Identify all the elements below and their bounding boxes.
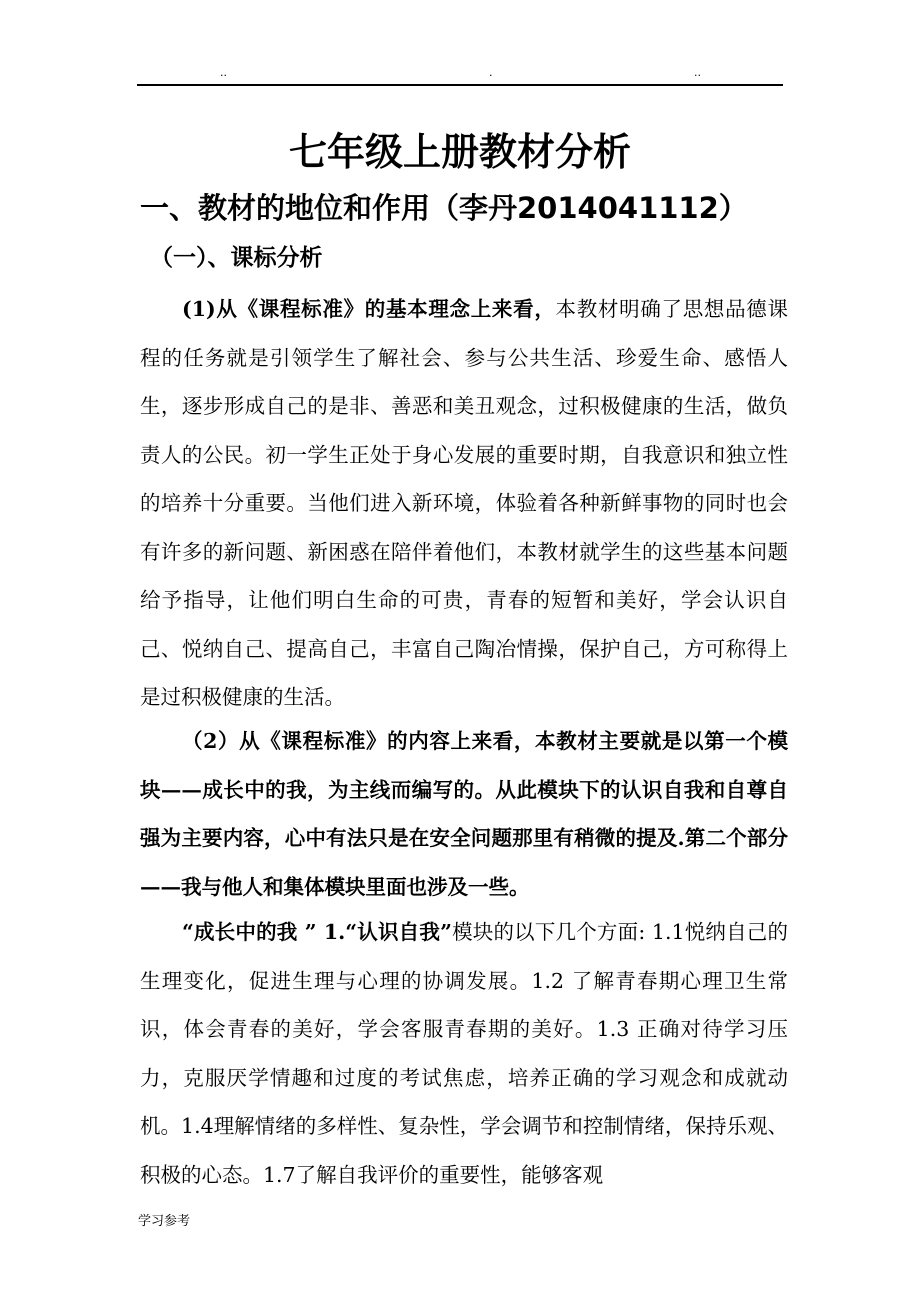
paragraph-2-body: 本教材主要就是以第一个模块——成长中的我，为主线而编写的。从此模块下的认识自我和自尊自强为主要内容，心中有法只是在安全问题那里有稍微的提及.第二个部分——我与他人和集体模块里面也涉及一些。 <box>140 729 788 899</box>
header-right-mark: .. <box>694 66 701 79</box>
paragraph-3-lead: “成长中的我 ” 1.“认识自我” <box>182 920 452 944</box>
paragraph-1 <box>140 285 788 722</box>
page-header <box>137 62 783 86</box>
header-center-mark: . <box>489 66 493 79</box>
page-footer: 学习参考 <box>138 1214 191 1229</box>
header-left-mark: .. <box>220 66 227 79</box>
subsection-heading: （一）、课标分析 <box>150 245 323 271</box>
paragraph-1-body: 本教材明确了思想品德课程的任务就是引领学生了解社会、参与公共生活、珍爱生命、感悟人生，逐步形成自己的是非、善恶和美丑观念，过积极健康的生活，做负责人的公民。初一学生正处于身心发展的重要时期，自我意识和独立性的培养十分重要。当他们进入新环境，体验着各种新鲜事物的同时也会有许多的新问题、新困惑在陪伴着他们，本教材就学生的这些基本问题给予指导，让他们明白生命的可贵，青春的短暂和美好，学会认识自己、悦纳自己、提高自己，丰富自己陶冶情操，保护自己，方可称得上是过积极健康的生活。 <box>140 297 789 709</box>
document-title: 七年级上册教材分析 <box>288 130 631 174</box>
paragraph-3-body: 模块的以下几个方面: 1.1悦纳自己的生理变化，促进生理与心理的协调发展。1.2 了解青春期心理卫生常识，体会青春的美好，学会客服青春期的美好。1.3 正确对待学习压力，克服厌学情趣和过度的考试焦虑，培养正确的学习观念和成就动机。1.4理解情绪的多样性、复杂性，学会调节和控制情绪，保持乐观、积极的心态。1.7了解自我评价的重要性，能够客观 <box>140 920 789 1187</box>
paragraph-2 <box>140 717 788 911</box>
paragraph-3 <box>140 908 788 1199</box>
paragraph-1-lead: (1)从《课程标准》的基本理念上来看， <box>182 297 556 321</box>
section-heading: 一、教材的地位和作用（李丹2014041112） <box>140 191 748 225</box>
paragraph-2-lead: （2）从《课程标准》的内容上来看， <box>182 729 536 753</box>
